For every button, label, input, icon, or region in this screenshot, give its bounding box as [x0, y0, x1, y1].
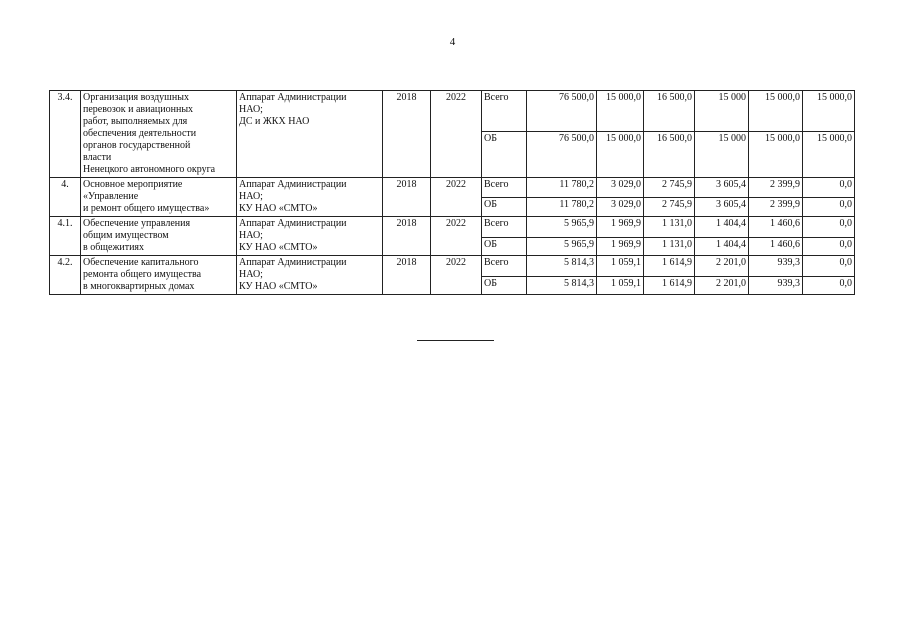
amount-y2020: 1 404,4 — [695, 217, 749, 238]
amount-y2020: 2 201,0 — [695, 276, 749, 294]
amount-y2019: 16 500,0 — [644, 131, 695, 177]
amount-y2018: 1 059,1 — [597, 256, 644, 277]
amount-total: 76 500,0 — [527, 91, 597, 132]
funding-source: ОБ — [482, 276, 527, 294]
funding-source: Всего — [482, 91, 527, 132]
amount-y2020: 15 000 — [695, 131, 749, 177]
activity-name-line: органов государственной — [83, 140, 191, 151]
amount-y2018: 3 029,0 — [597, 178, 644, 198]
executor-line: КУ НАО «СМТО» — [239, 203, 318, 214]
amount-y2021: 2 399,9 — [749, 178, 803, 198]
executor — [237, 256, 383, 295]
end-year: 2022 — [431, 91, 482, 178]
amount-y2021: 1 460,6 — [749, 217, 803, 238]
amount-y2021: 939,3 — [749, 256, 803, 277]
start-year: 2018 — [383, 256, 431, 295]
activity-name-line: в многоквартирных домах — [83, 281, 195, 292]
amount-y2022: 0,0 — [803, 197, 855, 217]
activity-name — [81, 178, 237, 217]
table-row — [50, 178, 855, 198]
amount-y2021: 15 000,0 — [749, 91, 803, 132]
amount-y2018: 3 029,0 — [597, 197, 644, 217]
amount-y2022: 0,0 — [803, 276, 855, 294]
amount-y2020: 1 404,4 — [695, 237, 749, 255]
executor-line: ДС и ЖКХ НАО — [239, 116, 310, 127]
funding-source: ОБ — [482, 197, 527, 217]
activity-name-line: общим имуществом — [83, 230, 169, 241]
amount-total: 5 814,3 — [527, 276, 597, 294]
amount-y2022: 15 000,0 — [803, 91, 855, 132]
activity-name-line: «Управление — [83, 191, 139, 202]
amount-y2019: 1 131,0 — [644, 237, 695, 255]
activity-name-line: в общежитиях — [83, 242, 145, 253]
amount-y2021: 2 399,9 — [749, 197, 803, 217]
row-number: 3.4. — [50, 91, 81, 178]
activity-name-line: обеспечения деятельности — [83, 128, 197, 139]
amount-y2021: 939,3 — [749, 276, 803, 294]
activity-name-line: и ремонт общего имущества» — [83, 203, 210, 214]
executor-line: КУ НАО «СМТО» — [239, 281, 318, 292]
amount-y2020: 15 000 — [695, 91, 749, 132]
table-row — [50, 256, 855, 277]
amount-total: 11 780,2 — [527, 178, 597, 198]
end-rule — [417, 340, 494, 341]
amount-y2022: 0,0 — [803, 178, 855, 198]
row-number: 4.1. — [50, 217, 81, 256]
end-year: 2022 — [431, 178, 482, 217]
page-number: 4 — [449, 36, 456, 48]
start-year: 2018 — [383, 217, 431, 256]
row-number: 4. — [50, 178, 81, 217]
amount-y2019: 16 500,0 — [644, 91, 695, 132]
executor — [237, 178, 383, 217]
amount-y2018: 15 000,0 — [597, 131, 644, 177]
activity-name-line: перевозок и авиационных — [83, 104, 194, 115]
amount-y2020: 3 605,4 — [695, 197, 749, 217]
amount-y2021: 1 460,6 — [749, 237, 803, 255]
executor-line: НАО; — [239, 191, 263, 202]
executor-line: Аппарат Администрации — [239, 179, 347, 190]
amount-total: 11 780,2 — [527, 197, 597, 217]
executor-line: Аппарат Администрации — [239, 218, 347, 229]
activity-name-line: Организация воздушных — [83, 92, 189, 103]
amount-y2019: 2 745,9 — [644, 178, 695, 198]
activity-name-line: власти — [83, 152, 112, 163]
activity-name-line: ремонта общего имущества — [83, 269, 202, 280]
activity-name-line: работ, выполняемых для — [83, 116, 188, 127]
activity-name — [81, 91, 237, 178]
executor-line: НАО; — [239, 104, 263, 115]
amount-y2021: 15 000,0 — [749, 131, 803, 177]
amount-y2022: 15 000,0 — [803, 131, 855, 177]
amount-y2019: 1 614,9 — [644, 256, 695, 277]
amount-total: 5 814,3 — [527, 256, 597, 277]
amount-y2019: 1 614,9 — [644, 276, 695, 294]
amount-total: 76 500,0 — [527, 131, 597, 177]
table-row — [50, 217, 855, 238]
funding-source: ОБ — [482, 131, 527, 177]
activity-name-line: Основное мероприятие — [83, 179, 183, 190]
funding-source: ОБ — [482, 237, 527, 255]
amount-y2020: 2 201,0 — [695, 256, 749, 277]
executor — [237, 91, 383, 178]
activity-name-line: Ненецкого автономного округа — [83, 164, 216, 175]
executor-line: НАО; — [239, 230, 263, 241]
end-year: 2022 — [431, 256, 482, 295]
amount-y2018: 1 969,9 — [597, 237, 644, 255]
amount-y2022: 0,0 — [803, 217, 855, 238]
amount-y2022: 0,0 — [803, 237, 855, 255]
activity-name — [81, 256, 237, 295]
program-table — [49, 90, 855, 295]
activity-name-line: Обеспечение управления — [83, 218, 191, 229]
row-number: 4.2. — [50, 256, 81, 295]
amount-y2019: 2 745,9 — [644, 197, 695, 217]
amount-total: 5 965,9 — [527, 237, 597, 255]
funding-source: Всего — [482, 217, 527, 238]
end-year: 2022 — [431, 217, 482, 256]
start-year: 2018 — [383, 91, 431, 178]
amount-y2018: 1 059,1 — [597, 276, 644, 294]
amount-y2019: 1 131,0 — [644, 217, 695, 238]
executor-line: КУ НАО «СМТО» — [239, 242, 318, 253]
funding-source: Всего — [482, 256, 527, 277]
table-row — [50, 91, 855, 132]
executor-line: НАО; — [239, 269, 263, 280]
amount-total: 5 965,9 — [527, 217, 597, 238]
start-year: 2018 — [383, 178, 431, 217]
amount-y2020: 3 605,4 — [695, 178, 749, 198]
amount-y2018: 1 969,9 — [597, 217, 644, 238]
activity-name — [81, 217, 237, 256]
executor-line: Аппарат Администрации — [239, 257, 347, 268]
executor-line: Аппарат Администрации — [239, 92, 347, 103]
amount-y2018: 15 000,0 — [597, 91, 644, 132]
amount-y2022: 0,0 — [803, 256, 855, 277]
table-body — [50, 91, 855, 295]
funding-source: Всего — [482, 178, 527, 198]
executor — [237, 217, 383, 256]
activity-name-line: Обеспечение капитального — [83, 257, 199, 268]
